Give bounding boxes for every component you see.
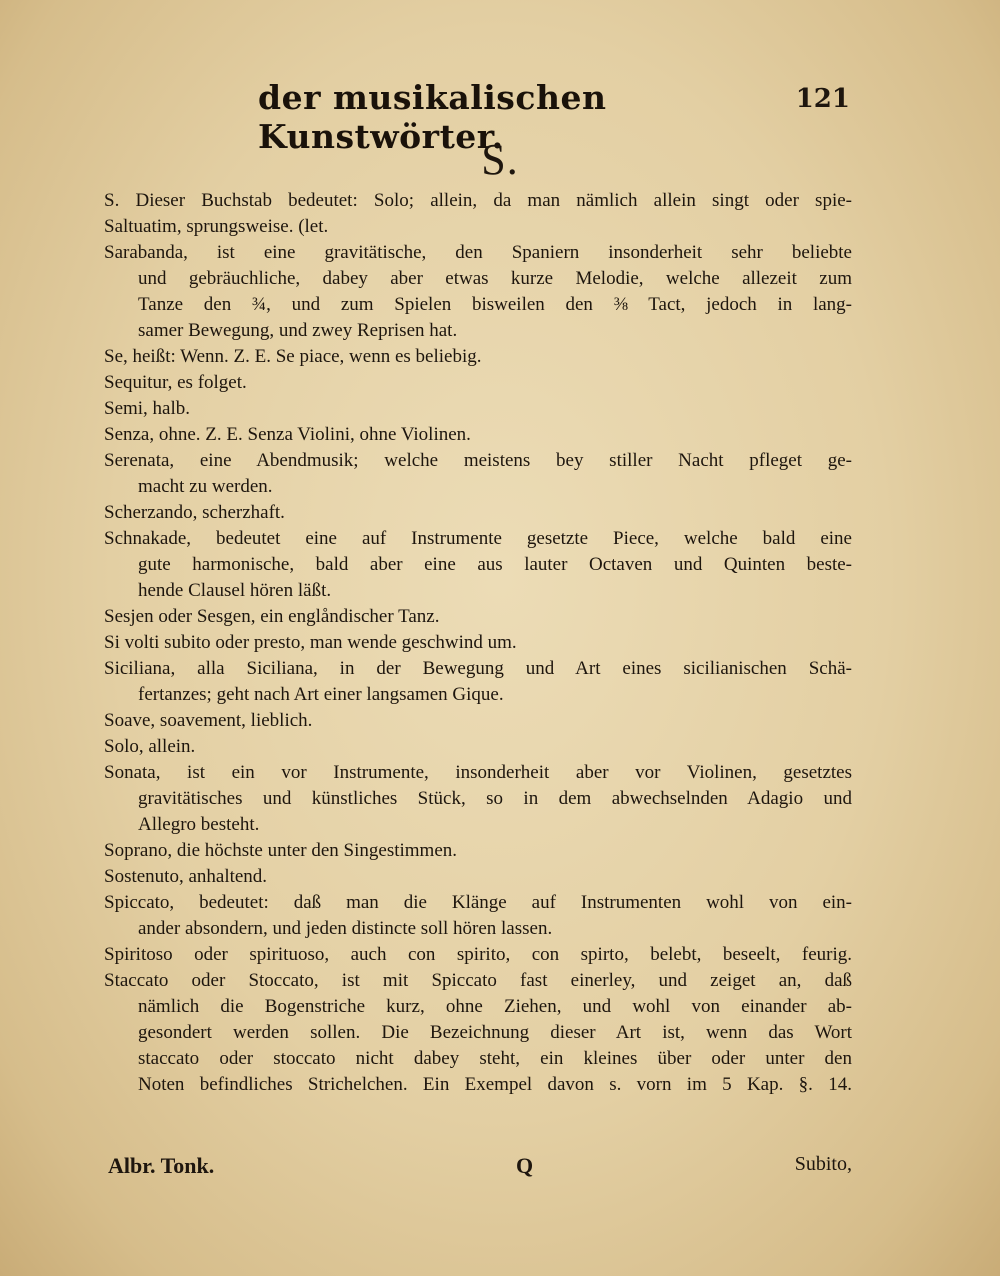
text-line: Sesjen oder Sesgen, ein englåndischer Tanz. xyxy=(104,606,440,627)
text-line: Staccato oder Stoccato, ist mit Spiccato fast einerley, und zeiget an, daß xyxy=(104,970,852,991)
text-line: staccato oder stoccato nicht dabey steht, ein kleines über oder unter den xyxy=(138,1048,852,1069)
text-line: Noten befindliches Strichelchen. Ein Exempel davon s. vorn im 5 Kap. §. 14. xyxy=(138,1074,852,1095)
page-number: 121 xyxy=(795,84,850,114)
text-line: Soave, soavement, lieblich. xyxy=(104,710,313,731)
text-line: Tanze den ¾, und zum Spielen bisweilen den ⅜ Tact, jedoch in lang- xyxy=(138,294,852,315)
text-line: Spiritoso oder spirituoso, auch con spirito, con spirto, belebt, beseelt, feurig. xyxy=(104,944,852,965)
text-line: Sarabanda, ist eine gravitätische, den Spaniern insonderheit sehr beliebte xyxy=(104,242,852,263)
text-line: Soprano, die höchste unter den Singestimmen. xyxy=(104,840,458,861)
text-line: gute harmonische, bald aber eine aus lauter Octaven und Quinten beste- xyxy=(138,554,852,575)
text-line: Solo, allein. xyxy=(104,736,196,757)
page-footer xyxy=(108,1153,852,1187)
text-line: macht zu werden. xyxy=(138,476,273,497)
text-line: fertanzes; geht nach Art einer langsamen Gique. xyxy=(138,684,504,705)
text-line: Saltuatim, sprungsweise. (let. xyxy=(104,216,329,237)
text-line: und gebräuchliche, dabey aber etwas kurze Melodie, welche allezeit zum xyxy=(138,268,852,289)
glossary-entries xyxy=(104,188,852,1098)
page-header xyxy=(258,78,850,156)
text-line: Sequitur, es folget. xyxy=(104,372,247,393)
text-line: Sostenuto, anhaltend. xyxy=(104,866,268,887)
text-line: ander absondern, und jeden distincte soll hören lassen. xyxy=(138,918,553,939)
text-line: Scherzando, scherzhaft. xyxy=(104,502,285,523)
text-line: Se, heißt: Wenn. Z. E. Se piace, wenn es beliebig. xyxy=(104,346,482,367)
text-line: Senza, ohne. Z. E. Senza Violini, ohne Violinen. xyxy=(104,424,471,445)
text-line: nämlich die Bogenstriche kurz, ohne Ziehen, und wohl von einander ab- xyxy=(138,996,852,1017)
text-line: Siciliana, alla Siciliana, in der Bewegung und Art eines sicilianischen Schä- xyxy=(104,658,852,679)
text-line: S. Dieser Buchstab bedeutet: Solo; allein, da man nämlich allein singt oder spie- xyxy=(104,190,852,211)
text-line: hende Clausel hören läßt. xyxy=(138,580,332,601)
text-line: Semi, halb. xyxy=(104,398,191,419)
section-letter: S. xyxy=(481,135,519,184)
text-line: Schnakade, bedeutet eine auf Instrumente gesetzte Piece, welche bald eine xyxy=(104,528,852,549)
text-line: samer Bewegung, und zwey Reprisen hat. xyxy=(138,320,458,341)
text-line: Si volti subito oder presto, man wende geschwind um. xyxy=(104,632,517,653)
catchword: Subito, xyxy=(794,1153,852,1175)
text-line: gravitätisches und künstliches Stück, so in dem abwechselnden Adagio und xyxy=(138,788,852,809)
text-line: Serenata, eine Abendmusik; welche meistens bey stiller Nacht pfleget ge- xyxy=(104,450,852,471)
text-line: Sonata, ist ein vor Instrumente, insonderheit aber vor Violinen, gesetztes xyxy=(104,762,852,783)
text-line: Spiccato, bedeutet: daß man die Klänge auf Instrumenten wohl von ein- xyxy=(104,892,852,913)
running-title: der musikalischen Kunstwörter. xyxy=(258,78,607,156)
printer-signature: Albr. Tonk. xyxy=(108,1153,215,1178)
text-line: gesondert werden sollen. Die Bezeichnung dieser Art ist, wenn das Wort xyxy=(138,1022,852,1043)
gathering-mark: Q xyxy=(516,1153,534,1178)
text-line: Allegro besteht. xyxy=(138,814,260,835)
